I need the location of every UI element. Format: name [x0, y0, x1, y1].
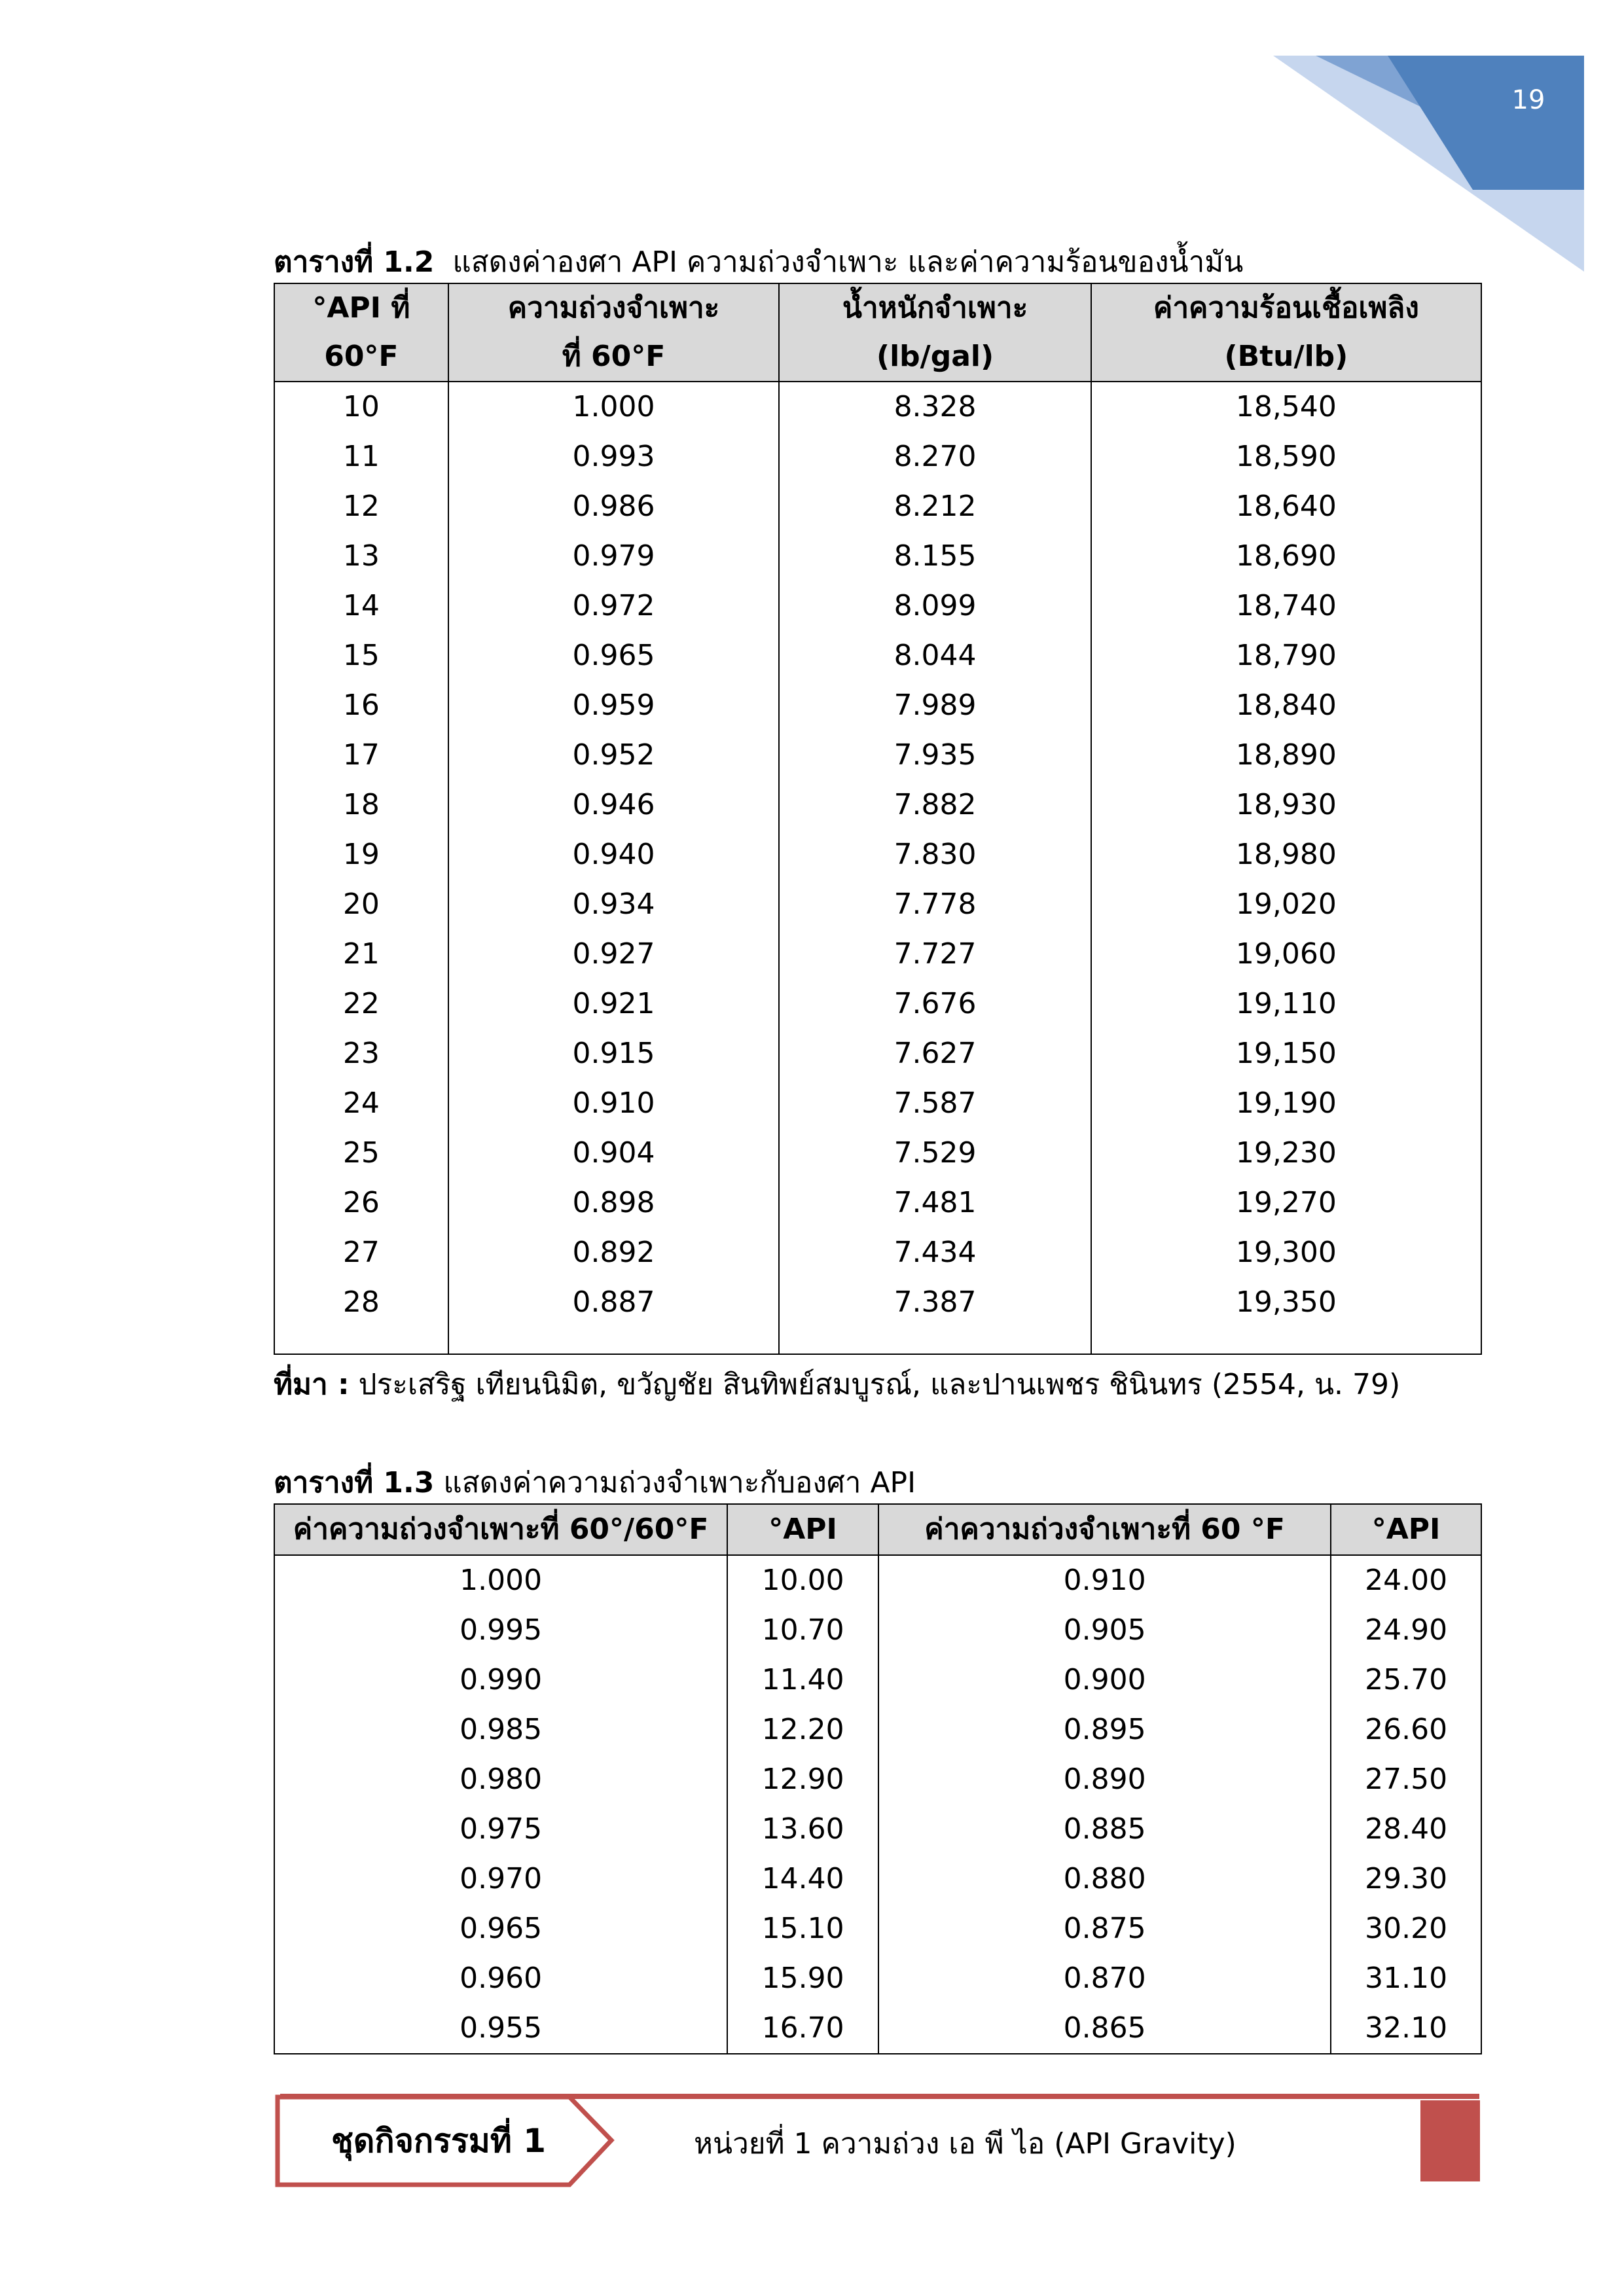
table1-header-heating-value: ค่าความร้อนเชื้อเพลิง (Btu/lb) [1091, 283, 1481, 382]
table1-row [274, 432, 1481, 482]
table2-cell: 24.90 [1331, 1605, 1481, 1655]
table1-cell: 18,930 [1091, 780, 1481, 830]
table1-header-specific-gravity: ความถ่วงจำเพาะ ที่ 60°F [448, 283, 780, 382]
table1-row [274, 929, 1481, 979]
table1-cell: 8.328 [779, 382, 1091, 432]
table1-cell: 19,350 [1091, 1278, 1481, 1327]
table1-cell: 0.959 [448, 681, 780, 730]
table2-row [274, 1555, 1481, 1605]
table2-cell: 30.20 [1331, 1904, 1481, 1954]
table1-cell: 18,890 [1091, 730, 1481, 780]
table2-row [274, 1804, 1481, 1854]
table1-row [274, 681, 1481, 730]
table1-cell: 18 [274, 780, 448, 830]
table1-cell: 19 [274, 830, 448, 880]
table1-cell: 7.676 [779, 979, 1091, 1029]
table2-cell: 10.70 [727, 1605, 878, 1655]
table1-cell: 7.529 [779, 1128, 1091, 1178]
table1-cell: 16 [274, 681, 448, 730]
table1-row [274, 1128, 1481, 1178]
table1-cell: 7.387 [779, 1278, 1091, 1327]
table1-cell: 7.727 [779, 929, 1091, 979]
table1-caption [274, 239, 1243, 285]
table2-cell: 25.70 [1331, 1655, 1481, 1705]
table1-cell: 19,020 [1091, 880, 1481, 929]
table1-cell: 0.892 [448, 1228, 780, 1278]
table1-cell: 0.887 [448, 1278, 780, 1327]
table2-cell: 13.60 [727, 1804, 878, 1854]
table2-caption [274, 1460, 916, 1505]
table2-cell: 0.895 [878, 1705, 1331, 1755]
table2-cell: 10.00 [727, 1555, 878, 1605]
table2-cell: 0.900 [878, 1655, 1331, 1705]
table1-cell: 18,640 [1091, 482, 1481, 531]
table2-cell: 0.990 [274, 1655, 727, 1705]
table1-cell: 24 [274, 1079, 448, 1128]
table2-cell: 0.970 [274, 1854, 727, 1904]
table1-cell: 19,300 [1091, 1228, 1481, 1278]
table1-cell: 21 [274, 929, 448, 979]
table1-cell: 19,060 [1091, 929, 1481, 979]
table1-padding-cell [779, 1327, 1091, 1354]
table1-cell: 13 [274, 531, 448, 581]
table1-caption-text: แสดงค่าองศา API ความถ่วงจำเพาะ และค่าความร้อนของน้ำมัน [452, 245, 1244, 279]
table1-cell: 8.212 [779, 482, 1091, 531]
table1-row [274, 1029, 1481, 1079]
table2-cell: 15.10 [727, 1904, 878, 1954]
table2-cell: 1.000 [274, 1555, 727, 1605]
table1-cell: 18,980 [1091, 830, 1481, 880]
table1-padding-cell [274, 1327, 448, 1354]
table1-cell: 7.830 [779, 830, 1091, 880]
table1-cell: 0.915 [448, 1029, 780, 1079]
table2-row [274, 1854, 1481, 1904]
table2-row [274, 1954, 1481, 2003]
table1-cell: 18,540 [1091, 382, 1481, 432]
table2-row [274, 2003, 1481, 2054]
table1-row [274, 482, 1481, 531]
table1-row [274, 382, 1481, 432]
table2-cell: 0.955 [274, 2003, 727, 2054]
table1-cell: 0.904 [448, 1128, 780, 1178]
table1-cell: 0.965 [448, 631, 780, 681]
table1-row [274, 979, 1481, 1029]
table1-cell: 11 [274, 432, 448, 482]
table1-source [274, 1361, 1400, 1407]
table1-cell: 0.910 [448, 1079, 780, 1128]
table2-header-row [274, 1504, 1481, 1555]
table2-cell: 12.20 [727, 1705, 878, 1755]
table1-cell: 22 [274, 979, 448, 1029]
table2-header-sg-left: ค่าความถ่วงจำเพาะที่ 60°/60°F [274, 1504, 727, 1555]
table2-cell: 0.875 [878, 1904, 1331, 1954]
footer-accent-box [1420, 2100, 1480, 2181]
activity-set-label: ชุดกิจกรรมที่ 1 [331, 2122, 547, 2160]
table1-cell: 7.481 [779, 1178, 1091, 1228]
table2-cell: 0.870 [878, 1954, 1331, 2003]
table2-row [274, 1655, 1481, 1705]
table2-row [274, 1705, 1481, 1755]
source-text: ประเสริฐ เทียนนิมิต, ขวัญชัย สินทิพย์สมบูรณ์, และปานเพชร ชินินทร (2554, น. 79) [358, 1368, 1401, 1401]
table2-cell: 16.70 [727, 2003, 878, 2054]
table1-cell: 15 [274, 631, 448, 681]
table1-cell: 0.979 [448, 531, 780, 581]
table2-cell: 32.10 [1331, 2003, 1481, 2054]
table1-cell: 0.898 [448, 1178, 780, 1228]
table1-cell: 0.972 [448, 581, 780, 631]
table2-header-api-left: °API [727, 1504, 878, 1555]
table1-cell: 19,230 [1091, 1128, 1481, 1178]
table1-cell: 0.934 [448, 880, 780, 929]
table2-cell: 29.30 [1331, 1854, 1481, 1904]
table1-header-row [274, 283, 1481, 382]
table1-cell: 7.434 [779, 1228, 1091, 1278]
table1-cell: 8.099 [779, 581, 1091, 631]
table2-header-sg-right: ค่าความถ่วงจำเพาะที่ 60 °F [878, 1504, 1331, 1555]
table2-row [274, 1904, 1481, 1954]
table1-cell: 19,150 [1091, 1029, 1481, 1079]
table1-cell: 8.044 [779, 631, 1091, 681]
table1-cell: 0.921 [448, 979, 780, 1029]
table1-row [274, 830, 1481, 880]
table1-cell: 18,690 [1091, 531, 1481, 581]
table1-cell: 23 [274, 1029, 448, 1079]
source-label: ที่มา : [274, 1368, 350, 1401]
table1-cell: 19,190 [1091, 1079, 1481, 1128]
table1-cell: 7.989 [779, 681, 1091, 730]
table2-cell: 14.40 [727, 1854, 878, 1904]
table1-row [274, 780, 1481, 830]
table2-row [274, 1605, 1481, 1655]
table1-cell: 14 [274, 581, 448, 631]
table2-cell: 0.910 [878, 1555, 1331, 1605]
table1-cell: 17 [274, 730, 448, 780]
table1-cell: 19,110 [1091, 979, 1481, 1029]
table1-cell: 7.587 [779, 1079, 1091, 1128]
table2-cell: 0.865 [878, 2003, 1331, 2054]
table2-cell: 31.10 [1331, 1954, 1481, 2003]
table1-cell: 18,840 [1091, 681, 1481, 730]
table1-bottom-padding [274, 1327, 1481, 1354]
table1-cell: 0.952 [448, 730, 780, 780]
table1-header-specific-weight: น้ำหนักจำเพาะ (lb/gal) [779, 283, 1091, 382]
table2-cell: 26.60 [1331, 1705, 1481, 1755]
table1-cell: 18,590 [1091, 432, 1481, 482]
table1-cell: 7.627 [779, 1029, 1091, 1079]
table1-cell: 7.882 [779, 780, 1091, 830]
unit-title: หน่วยที่ 1 ความถ่วง เอ พี ไอ (API Gravity) [694, 2127, 1236, 2161]
table1-cell: 25 [274, 1128, 448, 1178]
table2-cell: 15.90 [727, 1954, 878, 2003]
table2-cell: 27.50 [1331, 1755, 1481, 1804]
table1-body [274, 382, 1481, 1354]
table2-cell: 0.880 [878, 1854, 1331, 1904]
table1-cell: 20 [274, 880, 448, 929]
table2-cell: 0.985 [274, 1705, 727, 1755]
table2-cell: 0.995 [274, 1605, 727, 1655]
table1-row [274, 631, 1481, 681]
table1-row [274, 730, 1481, 780]
table1-row [274, 1178, 1481, 1228]
table-specific-gravity-api [274, 1503, 1482, 2054]
table1-header-api: °API ที่ 60°F [274, 283, 448, 382]
table1-row [274, 1079, 1481, 1128]
table2-caption-label: ตารางที่ 1.3 [274, 1466, 435, 1499]
table1-row [274, 880, 1481, 929]
table2-cell: 28.40 [1331, 1804, 1481, 1854]
table1-cell: 7.778 [779, 880, 1091, 929]
table1-cell: 0.927 [448, 929, 780, 979]
table1-cell: 10 [274, 382, 448, 432]
table1-row [274, 531, 1481, 581]
table2-cell: 24.00 [1331, 1555, 1481, 1605]
table2-body [274, 1555, 1481, 2054]
table2-cell: 0.965 [274, 1904, 727, 1954]
table2-cell: 0.980 [274, 1755, 727, 1804]
table2-cell: 12.90 [727, 1755, 878, 1804]
page-number: 19 [1511, 85, 1545, 115]
table1-cell: 28 [274, 1278, 448, 1327]
table1-cell: 12 [274, 482, 448, 531]
table1-cell: 1.000 [448, 382, 780, 432]
table1-padding-cell [1091, 1327, 1481, 1354]
table2-header-api-right: °API [1331, 1504, 1481, 1555]
table1-cell: 0.940 [448, 830, 780, 880]
table-api-specific-gravity-heat [274, 283, 1482, 1355]
table1-caption-label: ตารางที่ 1.2 [274, 245, 435, 279]
table2-cell: 11.40 [727, 1655, 878, 1705]
table1-padding-cell [448, 1327, 780, 1354]
table1-cell: 18,740 [1091, 581, 1481, 631]
table2-cell: 0.960 [274, 1954, 727, 2003]
table1-cell: 8.155 [779, 531, 1091, 581]
table1-cell: 19,270 [1091, 1178, 1481, 1228]
table1-cell: 8.270 [779, 432, 1091, 482]
table2-cell: 0.885 [878, 1804, 1331, 1854]
table1-cell: 0.946 [448, 780, 780, 830]
table1-cell: 0.993 [448, 432, 780, 482]
table1-cell: 26 [274, 1178, 448, 1228]
table1-cell: 0.986 [448, 482, 780, 531]
table2-caption-text: แสดงค่าความถ่วงจำเพาะกับองศา API [443, 1466, 916, 1499]
table2-cell: 0.905 [878, 1605, 1331, 1655]
table1-cell: 18,790 [1091, 631, 1481, 681]
table1-row [274, 1278, 1481, 1327]
table1-cell: 7.935 [779, 730, 1091, 780]
table1-row [274, 1228, 1481, 1278]
table2-row [274, 1755, 1481, 1804]
table2-cell: 0.890 [878, 1755, 1331, 1804]
table2-cell: 0.975 [274, 1804, 727, 1854]
table1-cell: 27 [274, 1228, 448, 1278]
table1-row [274, 581, 1481, 631]
